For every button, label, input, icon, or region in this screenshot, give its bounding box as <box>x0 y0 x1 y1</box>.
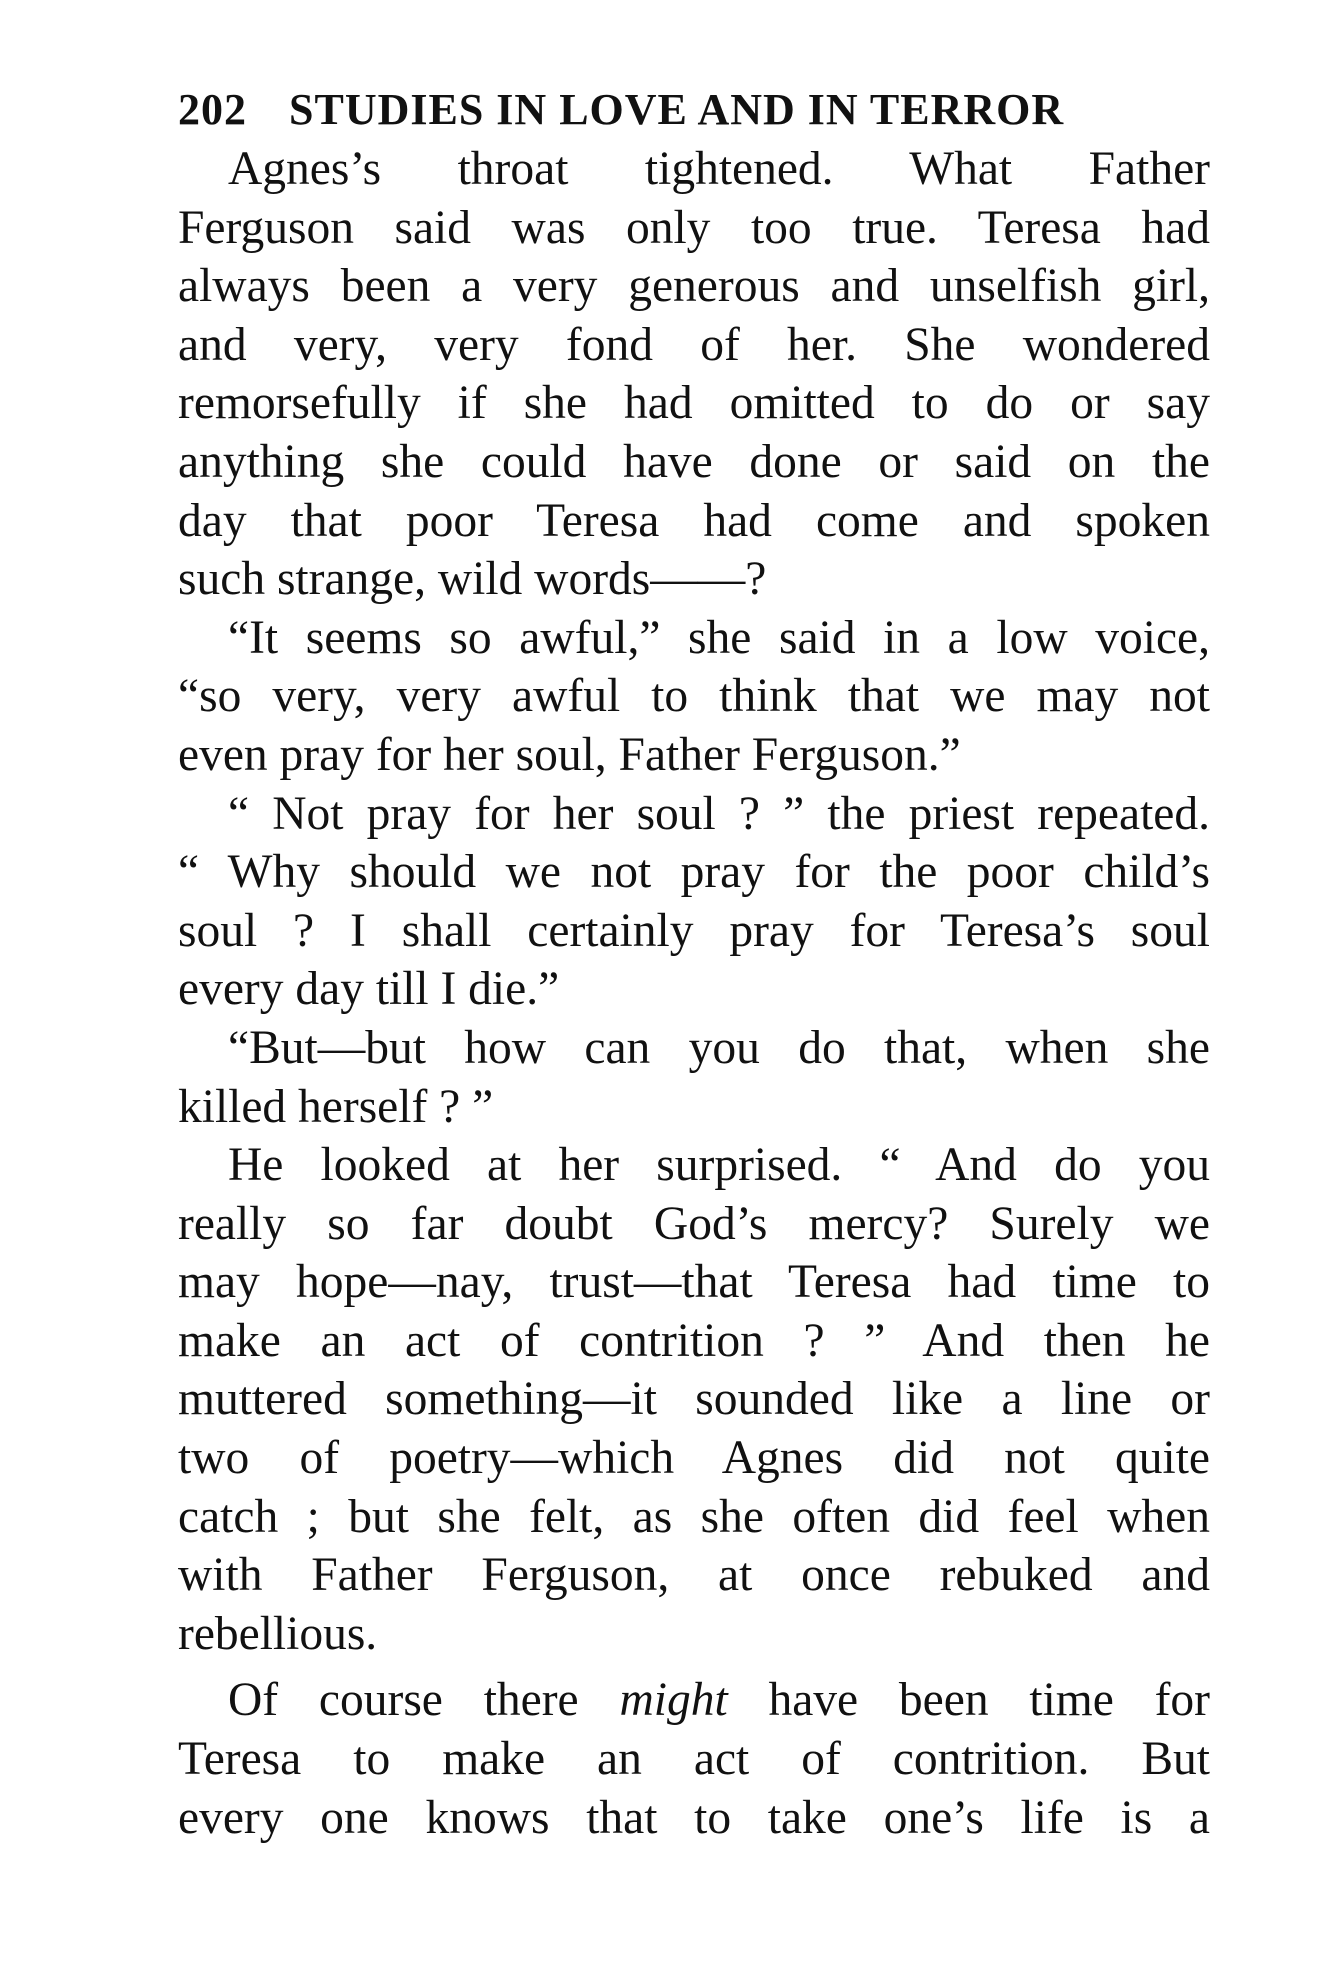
text-line: “ Why should we not pray for the poor child’s <box>178 846 1210 899</box>
text-line: soul ? I shall certainly pray for Teresa’s soul <box>178 904 1210 957</box>
text-line: with Father Ferguson, at once rebuked and <box>178 1549 1210 1602</box>
text-line: catch ; but she felt, as she often did feel when <box>178 1490 1210 1543</box>
text-line: every one knows that to take one’s life is a <box>178 1791 1210 1844</box>
text-line: anything she could have done or said on the <box>178 435 1210 488</box>
text-line: Teresa to make an act of contrition. But <box>178 1733 1210 1786</box>
text-line: “ Not pray for her soul ? ” the priest repeated. <box>228 787 1210 840</box>
text-line: Ferguson said was only too true. Teresa had <box>178 201 1210 254</box>
paragraph-3 <box>178 785 1210 1019</box>
running-title: STUDIES IN LOVE AND IN TERROR <box>289 85 1065 134</box>
paragraph-4 <box>178 1019 1210 1136</box>
running-head <box>178 80 1210 140</box>
text-line: rebellious. <box>178 1607 378 1660</box>
page-number: 202 <box>178 85 247 134</box>
text-line: every day till I die.” <box>178 963 560 1016</box>
text-line: Agnes’s throat tightened. What Father <box>228 143 1210 195</box>
text-line: and very, very fond of her. She wondered <box>178 318 1210 371</box>
paragraph-spacer <box>178 1663 1210 1671</box>
text-line: even pray for her soul, Father Ferguson.” <box>178 728 961 781</box>
paragraph-2 <box>178 609 1210 785</box>
text-line: always been a very generous and unselfish girl, <box>178 260 1210 313</box>
text-run: Of course there <box>228 1674 620 1727</box>
paragraph-6 <box>178 1671 1210 1847</box>
text-line: make an act of contrition ? ” And then he <box>178 1314 1210 1367</box>
emphasized-word: might <box>619 1674 728 1727</box>
text-line: may hope—nay, trust—that Teresa had time to <box>178 1256 1210 1309</box>
text-line: “But—but how can you do that, when she <box>228 1021 1210 1074</box>
text-line: such strange, wild words——? <box>178 553 767 606</box>
paragraph-1 <box>178 140 1210 609</box>
text-line: day that poor Teresa had come and spoken <box>178 494 1210 547</box>
text-line-with-emphasis <box>178 1671 1210 1730</box>
text-line: really so far doubt God’s mercy? Surely we <box>178 1197 1210 1250</box>
text-line: “so very, very awful to think that we may not <box>178 670 1210 723</box>
text-line: two of poetry—which Agnes did not quite <box>178 1432 1210 1485</box>
text-line: remorsefully if she had omitted to do or say <box>178 377 1210 430</box>
text-line: He looked at her surprised. “ And do you <box>228 1139 1210 1192</box>
text-line: muttered something—it sounded like a line or <box>178 1373 1210 1426</box>
book-page <box>178 80 1210 1847</box>
text-run: have been time for <box>727 1674 1210 1727</box>
text-line: “It seems so awful,” she said in a low voice, <box>228 611 1210 664</box>
text-line: killed herself ? ” <box>178 1080 494 1133</box>
paragraph-5 <box>178 1136 1210 1663</box>
